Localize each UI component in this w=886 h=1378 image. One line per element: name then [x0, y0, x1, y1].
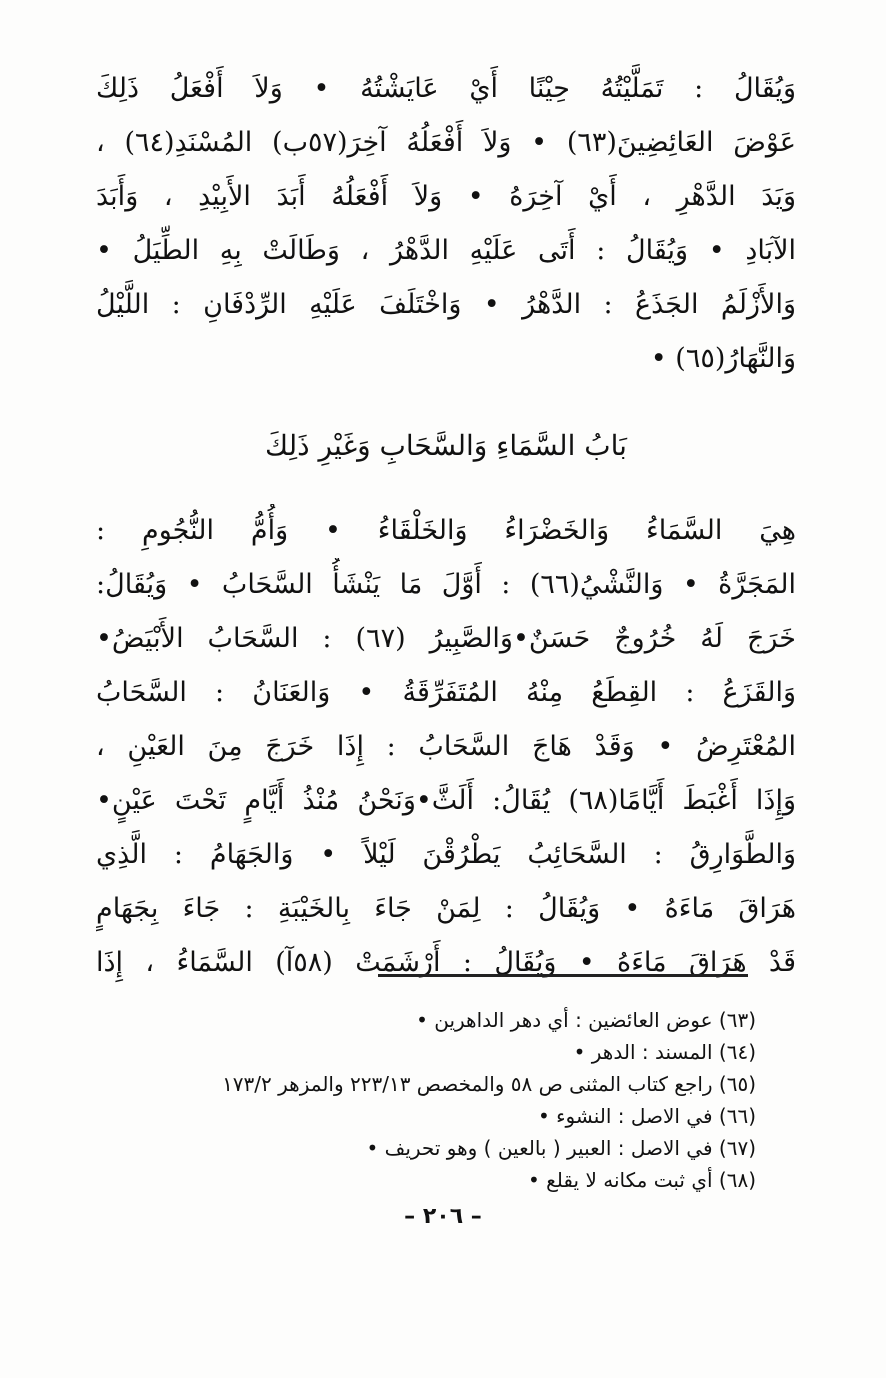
section-line: وَإِذَا أَغْبَطَ أَيَّامًا(٦٨) يُقَالُ: أَلَثَّ•وَنَحْنُ مُنْذُ أَيَّامٍ تَحْتَ عَيْنٍ•	[96, 785, 796, 816]
section-line: وَالطَّوَارِقُ : السَّحَائِبُ يَطْرُقْنَ لَيْلاً • وَالجَهَامُ : الَّذِي	[96, 839, 796, 870]
body-line: وَالنَّهَارُ(٦٥) •	[650, 343, 796, 374]
section-line: هِيَ السَّمَاءُ وَالخَضْرَاءُ وَالخَلْقَاءُ • وَأُمُّ النُّجُومِ :	[96, 515, 796, 546]
footnotes	[120, 1004, 756, 1196]
section-line: خَرَجَ لَهُ خُرُوجٌ حَسَنٌ•وَالصَّبِيرُ (٦٧) : السَّحَابُ الأَبْيَضُ•	[96, 623, 796, 654]
section-line: المُعْتَرِضُ • وَقَدْ هَاجَ السَّحَابُ : إِذَا خَرَجَ مِنَ العَيْنِ ،	[96, 731, 796, 762]
body-line: وَالأَزْلَمُ الجَذَعُ : الدَّهْرُ • وَاخْتَلَفَ عَلَيْهِ الرِّدْفَانِ : اللَّيْلُ	[96, 289, 796, 320]
section-heading: بَابُ السَّمَاءِ وَالسَّحَابِ وَغَيْرِ ذَلِكَ	[265, 429, 627, 462]
body-line: وَيُقَالُ : تَمَلَّيْتُهُ حِيْنًا أَيْ عَايَشْتُهُ • وَلاَ أَفْعَلُ ذَلِكَ	[96, 73, 796, 104]
footnote: (٦٧) في الاصل : العبير ( بالعين ) وهو تحريف •	[366, 1136, 756, 1160]
footnote: (٦٦) في الاصل : النشوء •	[537, 1104, 756, 1128]
section-line: المَجَرَّةُ • وَالنَّشْيُ(٦٦) : أَوَّلَ مَا يَنْشَأُ السَّحَابُ • وَيُقَالُ:	[96, 569, 796, 600]
footnote: (٦٣) عوض العائضين : أي دهر الداهرين •	[416, 1008, 756, 1032]
page-number: – ٢٠٦ –	[404, 1204, 482, 1229]
footnote: (٦٤) المسند : الدهر •	[573, 1040, 756, 1064]
section-line: وَالقَزَعُ : القِطَعُ مِنْهُ المُتَفَرِّقَةُ • وَالعَنَانُ : السَّحَابُ	[96, 677, 796, 708]
footnote-divider	[378, 974, 748, 977]
section-line: قَدْ هَرَاقَ مَاءَهُ • وَيُقَالُ : أَرْشَمَتْ (٥٨آ) السَّمَاءُ ، إِذَا	[96, 947, 796, 978]
body-line: الآبَادِ • وَيُقَالُ : أَتَى عَلَيْهِ الدَّهْرُ ، وَطَالَتْ بِهِ الطِّيَلُ •	[96, 235, 796, 266]
footnote: (٦٥) راجع كتاب المثنى ص ٥٨ والمخصص ٢٢٣/١٣ والمزهر ١٧٣/٢	[222, 1072, 756, 1096]
footnote: (٦٨) أي ثبت مكانه لا يقلع •	[528, 1168, 756, 1192]
body-line: عَوْضَ العَائِضِينَ(٦٣) • وَلاَ أَفْعَلُهُ آخِرَ(٥٧ب) المُسْنَدِ(٦٤) ،	[96, 127, 796, 158]
section-line: هَرَاقَ مَاءَهُ • وَيُقَالُ : لِمَنْ جَاءَ بِالخَيْبَةِ : جَاءَ بِجَهَامٍ	[96, 893, 796, 924]
body-line: وَيَدَ الدَّهْرِ ، أَيْ آخِرَهُ • وَلاَ أَفْعَلُهُ أَبَدَ الأَبِيْدِ ، وَأَبَدَ	[96, 181, 796, 212]
main-text	[96, 62, 796, 990]
